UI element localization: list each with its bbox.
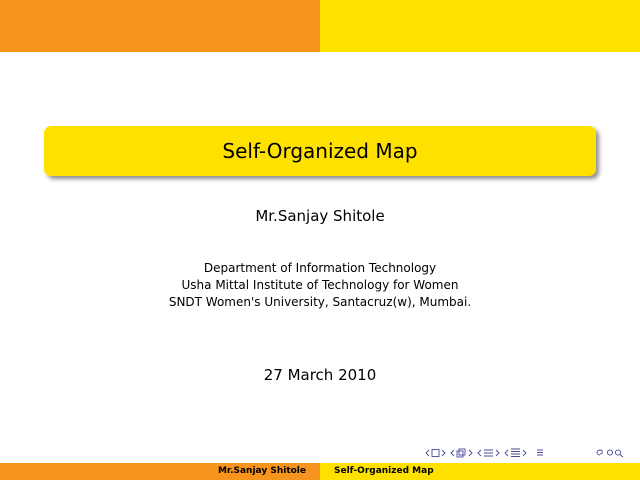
institute-college: Usha Mittal Institute of Technology for Women [181, 278, 459, 292]
navigation-symbols [425, 447, 637, 459]
slide-prev-icon[interactable] [426, 450, 429, 456]
author-name: Mr.Sanjay Shitole [255, 207, 385, 225]
search-icon[interactable] [607, 450, 623, 457]
align-icon[interactable] [537, 450, 543, 455]
subsection-prev-icon[interactable] [478, 450, 481, 456]
header-bar [0, 0, 640, 52]
slide-icon[interactable] [432, 450, 439, 457]
footer-author: Mr.Sanjay Shitole [217, 466, 306, 476]
frame-icon[interactable] [457, 449, 465, 457]
institute-block [0, 260, 640, 311]
institute-university: SNDT Women's University, Santacruz(w), Mumbai. [168, 295, 472, 309]
title-box [44, 126, 596, 176]
footer-right-panel [320, 463, 640, 480]
subsection-next-icon[interactable] [496, 450, 499, 456]
frame-prev-icon[interactable] [451, 450, 454, 456]
back-icon[interactable] [597, 450, 602, 455]
section-icon[interactable] [511, 449, 520, 457]
footer-bar [0, 463, 640, 480]
frame-next-icon[interactable] [469, 450, 472, 456]
slide-next-icon[interactable] [442, 450, 445, 456]
header-right-panel [320, 0, 640, 52]
slide-date: 27 March 2010 [263, 366, 377, 384]
section-next-icon[interactable] [523, 450, 526, 456]
subsection-icon[interactable] [484, 450, 493, 456]
institute-department: Department of Information Technology [203, 261, 437, 275]
footer-title: Self-Organized Map [334, 466, 434, 476]
slide-title: Self-Organized Map [222, 139, 418, 163]
section-prev-icon[interactable] [505, 450, 508, 456]
header-left-panel [0, 0, 320, 52]
footer-left-panel [0, 463, 320, 480]
